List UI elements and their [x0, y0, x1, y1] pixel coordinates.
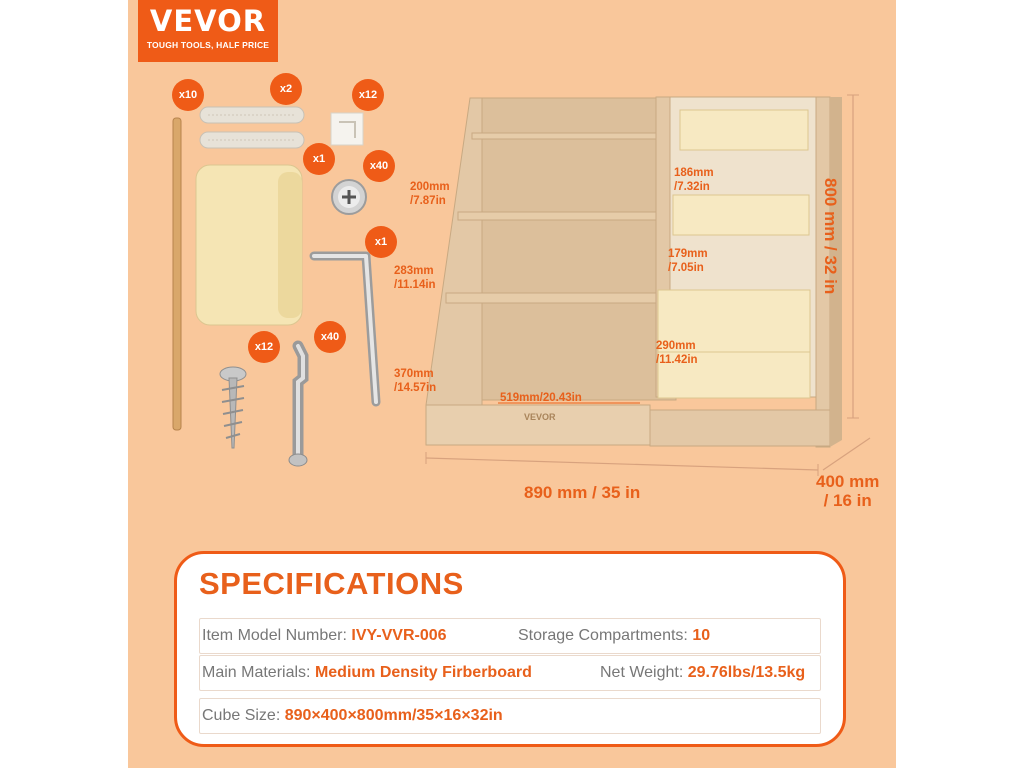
spec-model-label: Item Model Number: [202, 627, 347, 644]
specifications-title: SPECIFICATIONS [199, 566, 464, 601]
dimension-height: 800 mm / 32 in [821, 178, 840, 295]
brand-tagline: TOUGH TOOLS, HALF PRICE [146, 40, 270, 50]
dimension-inner-width: 519mm/20.43in [500, 392, 582, 404]
spec-cube-label: Cube Size: [202, 707, 281, 724]
spec-weight-value: 29.76lbs/13.5kg [687, 664, 806, 681]
spec-cube-value: 890×400×800mm/35×16×32in [284, 707, 503, 724]
product-infographic [128, 0, 896, 768]
spec-materials-label: Main Materials: [202, 664, 311, 681]
wood-screw-icon [220, 367, 246, 448]
quantity-badge-screw: x12 [248, 331, 280, 363]
spec-weight-label: Net Weight: [600, 664, 684, 681]
dowel-bolt-icon [289, 346, 307, 466]
quantity-badge-camlock: x40 [363, 150, 395, 182]
spec-row-model [199, 618, 821, 654]
dimension-pocket-1: 186mm /7.32in [674, 167, 714, 193]
quantity-badge-dowel: x40 [314, 321, 346, 353]
spec-row-cube [199, 698, 821, 734]
fabric-roll-icon [196, 165, 302, 325]
dimension-shelf-3: 370mm /14.57in [394, 368, 437, 394]
dimension-depth: 400 mm / 16 in [816, 472, 880, 510]
wooden-rod-icon [173, 118, 181, 430]
spec-model-value: IVY-VVR-006 [351, 627, 447, 644]
spec-compartments-value: 10 [692, 627, 711, 644]
brand-name: VEVOR [149, 4, 267, 38]
quantity-badge-fabric: x1 [303, 143, 335, 175]
spec-materials-value: Medium Density Firberboard [314, 664, 532, 681]
shelf-plate-label: VEVOR [524, 412, 556, 422]
bookshelf-illustration [426, 95, 870, 476]
quantity-badge-bracket: x12 [352, 79, 384, 111]
spec-compartments-label: Storage Compartments: [518, 627, 688, 644]
dimension-shelf-1: 200mm /7.87in [410, 181, 450, 207]
quantity-badge-velcro: x2 [270, 73, 302, 105]
dimension-shelf-2: 283mm /11.14in [394, 265, 436, 291]
quantity-badge-rod: x10 [172, 79, 204, 111]
dimension-pocket-3: 290mm /11.42in [656, 340, 698, 366]
dimension-width: 890 mm / 35 in [524, 483, 641, 502]
spec-row-materials [199, 655, 821, 691]
corner-bracket-icon [331, 113, 363, 145]
cam-lock-icon [332, 180, 366, 214]
dimension-pocket-2: 179mm /7.05in [668, 248, 708, 274]
specifications-card [174, 551, 846, 747]
velcro-strip-icon [200, 107, 304, 148]
quantity-badge-hexkey: x1 [365, 226, 397, 258]
